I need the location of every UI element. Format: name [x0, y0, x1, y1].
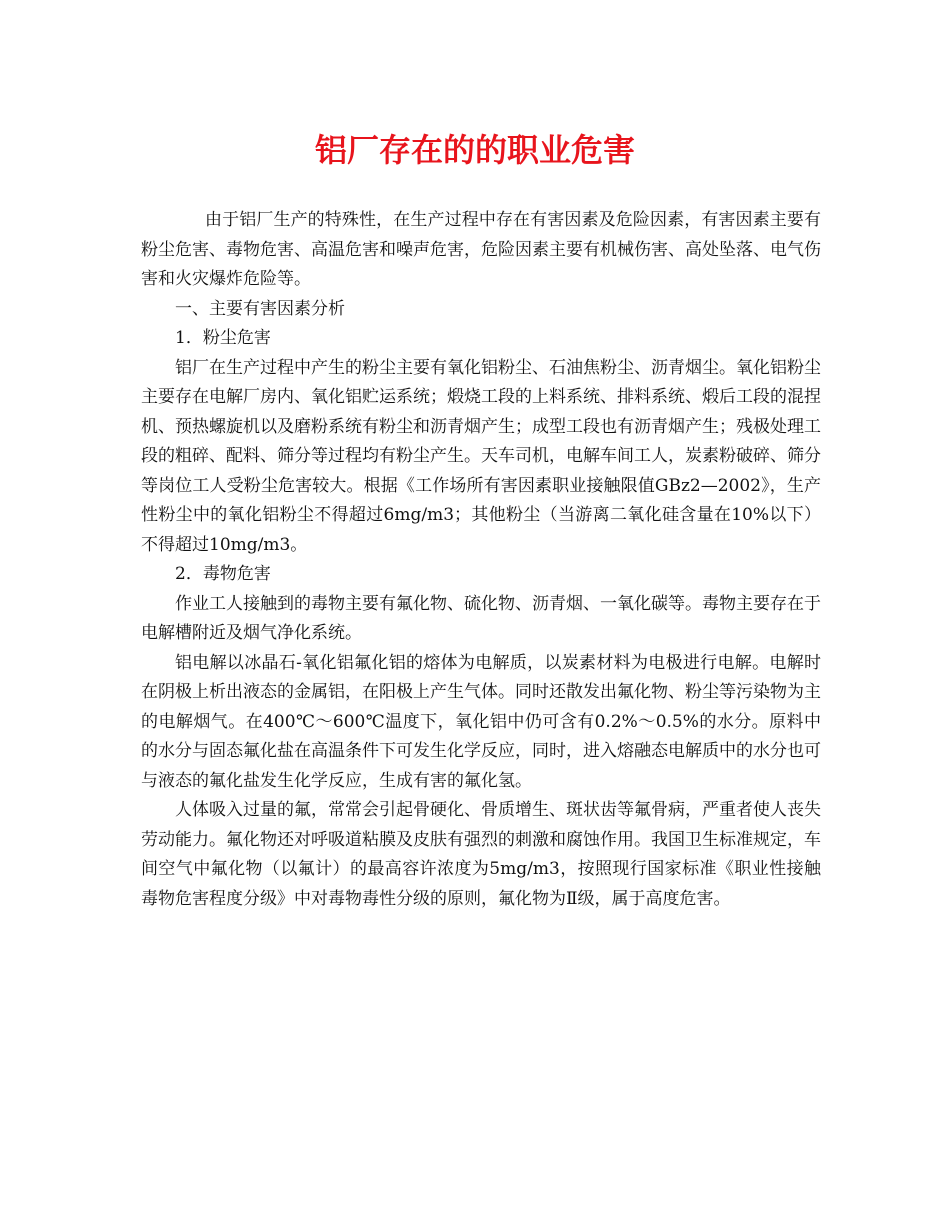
toxic-paragraph-2: 铝电解以冰晶石-氧化铝氟化铝的熔体为电解质，以炭素材料为电极进行电解。电解时在阴极上析出液态的金属铝，在阳极上产生气体。同时还散发出氟化物、粉尘等污染物为主的电解烟气。在400℃～600℃温度下，氧化铝中仍可含有0.2%～0.5%的水分。原料中的水分与固态氟化盐在高温条件下可发生化学反应，同时，进入熔融态电解质中的水分也可与液态的氟化盐发生化学反应，生成有害的氟化氢。 [141, 652, 821, 791]
document-title: 铝厂存在的的职业危害 [314, 131, 635, 169]
dust-paragraph: 铝厂在生产过程中产生的粉尘主要有氧化铝粉尘、石油焦粉尘、沥青烟尘。氧化铝粉尘主要存在电解厂房内、氧化铝贮运系统；煅烧工段的上料系统、排料系统、煅后工段的混捏机、预热螺旋机以及磨粉系统有粉尘和沥青烟产生；成型工段也有沥青烟产生；残极处理工段的粗碎、配料、筛分等过程均有粉尘产生。天车司机，电解车间工人，炭素粉破碎、筛分等岗位工人受粉尘危害较大。根据《工作场所有害因素职业接触限值GBz2—2002》，生产性粉尘中的氧化铝粉尘不得超过6mg/m3；其他粉尘（当游离二氧化硅含量在10%以下）不得超过10mg/m3。 [141, 357, 821, 555]
document-body [141, 206, 821, 914]
toxic-paragraph-3: 人体吸入过量的氟，常常会引起骨硬化、骨质增生、斑状齿等氟骨病，严重者使人丧失劳动能力。氟化物还对呼吸道粘膜及皮肤有强烈的刺激和腐蚀作用。我国卫生标准规定，车间空气中氟化物（以氟计）的最高容许浓度为5mg/m3，按照现行国家标准《职业性接触毒物危害程度分级》中对毒物毒性分级的原则，氟化物为Ⅱ级，属于高度危害。 [141, 800, 821, 909]
toxic-paragraph-1: 作业工人接触到的毒物主要有氟化物、硫化物、沥青烟、一氧化碳等。毒物主要存在于电解槽附近及烟气净化系统。 [141, 593, 821, 643]
section-heading-main-hazards: 一、主要有害因素分析 [175, 298, 345, 319]
subsection-heading-dust: 1．粉尘危害 [175, 328, 271, 348]
subsection-heading-toxic: 2．毒物危害 [175, 564, 271, 584]
intro-paragraph: 由于铝厂生产的特殊性，在生产过程中存在有害因素及危险因素，有害因素主要有粉尘危害、毒物危害、高温危害和噪声危害，危险因素主要有机械伤害、高处坠落、电气伤害和火灾爆炸危险等。 [141, 210, 821, 289]
